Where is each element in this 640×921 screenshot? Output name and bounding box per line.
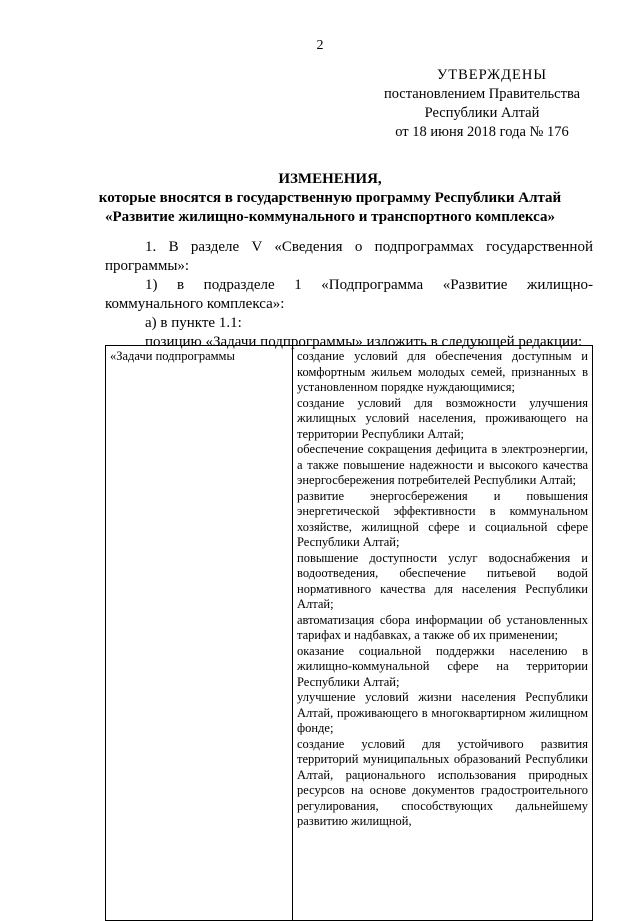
- paragraph-section-v: 1. В разделе V «Сведения о подпрограммах государственной программы»:: [105, 239, 593, 274]
- task-item: улучшение условий жизни населения Республики Алтай, проживающего в многоквартирном жилищном фонде;: [297, 690, 588, 735]
- task-item: создание условий для обеспечения доступным и комфортным жильем молодых семей, признанных в установленном порядке нуждающимися;: [297, 349, 588, 394]
- approval-line-1: постановлением Правительства: [383, 86, 581, 102]
- title-line-3: «Развитие жилищно-коммунального и транспортного комплекса»: [104, 209, 556, 225]
- task-item: обеспечение сокращения дефицита в электроэнергии, а также повышение надежности и высокого качества энергосбережения потребителей Республики Алтай;: [297, 442, 588, 487]
- task-item: создание условий для возможности улучшения жилищных условий населения, проживающего на территории Республики Алтай;: [297, 395, 588, 441]
- task-item: оказание социальной поддержки населению в жилищно-коммунальной сфере на территории Республики Алтай;: [297, 643, 588, 689]
- document-title: [80, 170, 580, 227]
- approved-heading: УТВЕРЖДЕНЫ: [436, 67, 548, 83]
- paragraph-position-tasks: позицию «Задачи подпрограммы» изложить в следующей редакции:: [145, 334, 583, 350]
- task-item: создание условий для устойчивого развития территорий муниципальных образований Республики Алтай, рационального использования природных ресурсов на основе документов градостроительного регулирования, способствующих дальнейшему развитию жилищной,: [297, 736, 588, 828]
- table-row: [106, 346, 593, 921]
- tasks-table: [105, 345, 593, 921]
- document-body: [105, 238, 593, 352]
- task-item: повышение доступности услуг водоснабжения и водоотведения, обеспечение питьевой водой нормативного качества для населения Республики Алтай;: [297, 550, 588, 611]
- approval-line-2: Республики Алтай: [424, 105, 540, 121]
- task-item: автоматизация сбора информации об установленных тарифах и надбавках, а также об их применении;: [297, 612, 588, 642]
- title-line-2: которые вносятся в государственную программу Республики Алтай: [98, 190, 562, 206]
- tasks-label-cell: «Задачи подпрограммы: [106, 346, 293, 921]
- tasks-content-cell: [293, 346, 593, 921]
- paragraph-point-1-1: а) в пункте 1.1:: [145, 315, 242, 331]
- approval-stamp-block: [362, 66, 592, 142]
- paragraph-subsection-1: 1) в подразделе 1 «Подпрограмма «Развитие жилищно-коммунального комплекса»:: [105, 277, 593, 312]
- approval-line-3: от 18 июня 2018 года № 176: [395, 124, 569, 140]
- title-line-1: ИЗМЕНЕНИЯ,: [278, 171, 382, 187]
- task-item: развитие энергосбережения и повышения энергетической эффективности в коммунальном хозяйстве, жилищной сфере и социальной сфере Республики Алтай;: [297, 488, 588, 549]
- page-number: 2: [316, 38, 324, 53]
